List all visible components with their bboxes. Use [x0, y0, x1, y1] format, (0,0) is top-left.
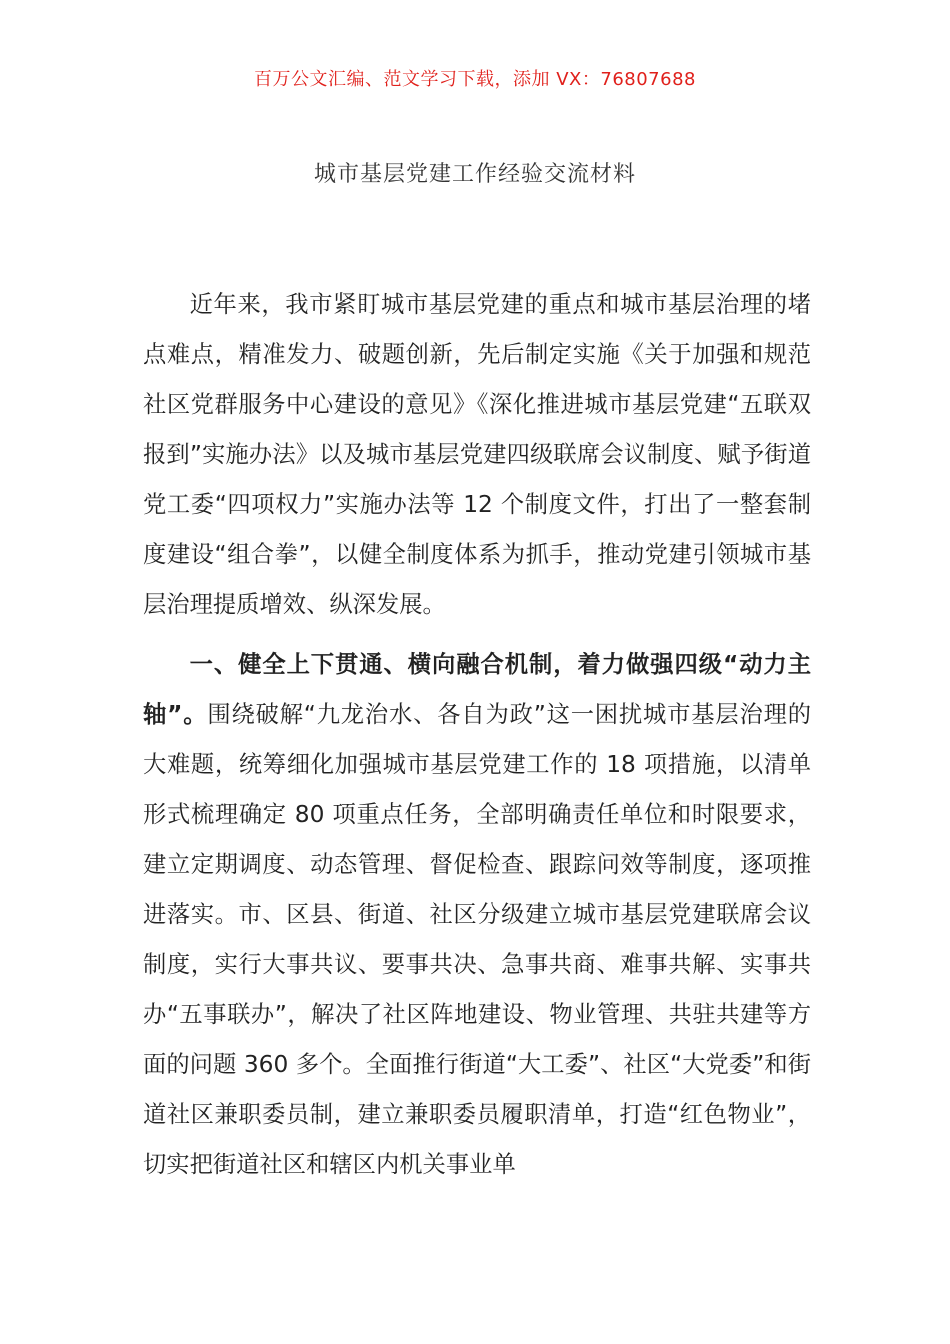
section-1-heading: 一、健全上下贯通、横向融合机制，着力做强四级“动力主轴”。 [143, 651, 811, 728]
document-body [143, 280, 811, 1190]
document-title: 城市基层党建工作经验交流材料 [313, 162, 636, 187]
paragraph-section-1 [143, 640, 811, 1190]
section-1-text: 围绕破解“九龙治水、各自为政”这一困扰城市基层治理的大难题，统筹细化加强城市基层党建工作的 18 项措施，以清单形式梳理确定 80 项重点任务，全部明确责任单位和时限要求，建立定期调度、动态管理、督促检查、跟踪问效等制度，逐项推进落实。市、区县、街道、社区分级建立城市基层党建联席会议制度，实行大事共议、要事共决、急事共商、难事共解、实事共办“五事联办”，解决了社区阵地建设、物业管理、共驻共建等方面的问题 360 多个。全面推行街道“大工委”、社区“大党委”和街道社区兼职委员制，建立兼职委员履职清单，打造“红色物业”，切实把街道社区和辖区内机关事业单 [143, 701, 812, 1178]
paragraph-intro: 近年来，我市紧盯城市基层党建的重点和城市基层治理的堵点难点，精准发力、破题创新，先后制定实施《关于加强和规范社区党群服务中心建设的意见》《深化推进城市基层党建“五联双报到”实施办法》以及城市基层党建四级联席会议制度、赋予街道党工委“四项权力”实施办法等 12 个制度文件，打出了一整套制度建设“组合拳”，以健全制度体系为抓手，推动党建引领城市基层治理提质增效、纵深发展。 [143, 291, 811, 618]
header-notice: 百万公文汇编、范文学习下载，添加 VX：76807688 [254, 69, 696, 90]
